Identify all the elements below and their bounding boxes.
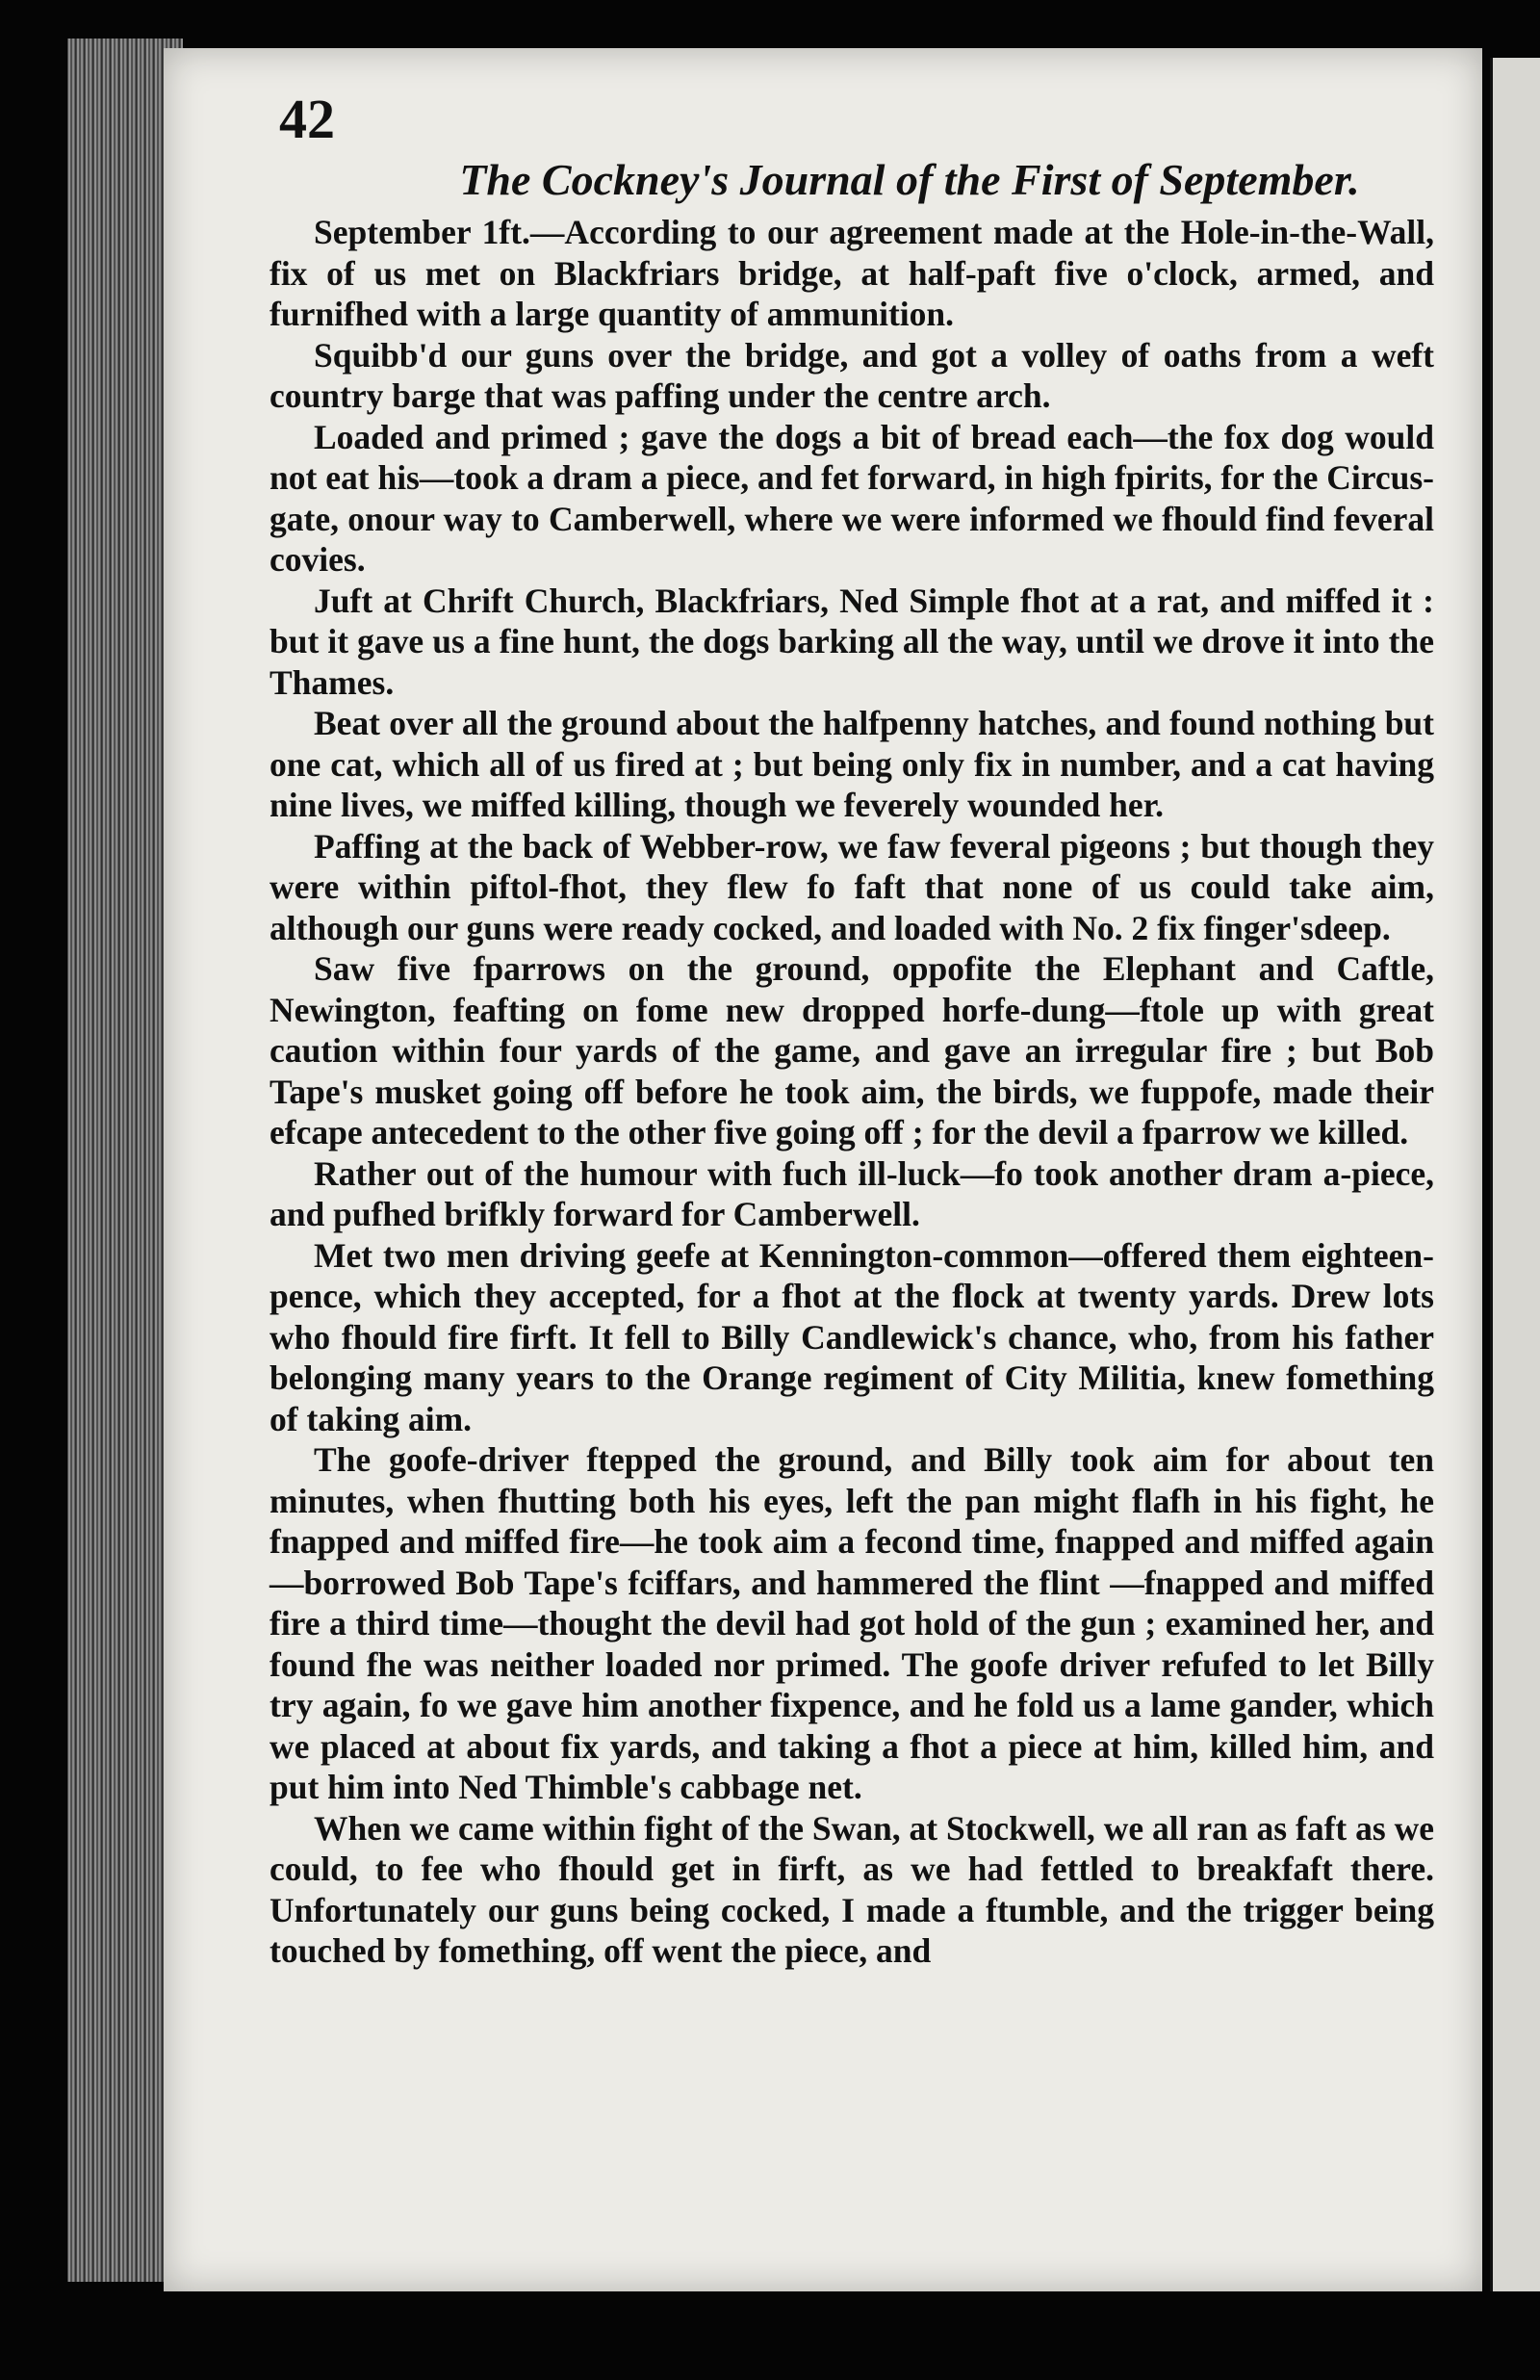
paragraph: Loaded and primed ; gave the dogs a bit of bread each—the fox dog would not eat his—took a dram a piece, and fet forward, in high fpirits, for the Circus-gate, onour way to Camberwell, where we were informed we fhould find feveral covies. bbox=[270, 417, 1434, 579]
facing-page-edge bbox=[1490, 58, 1540, 2291]
paragraph: Squibb'd our guns over the bridge, and got a volley of oaths from a weft country barge that was paffing under the centre arch. bbox=[270, 335, 1434, 415]
paragraph: When we came within fight of the Swan, at Stockwell, we all ran as faft as we could, to fee who fhould get in firft, as we had fettled to breakfaft there. Unfortunately our guns being cocked, I made a ftumble, and the trigger being touched by fomething, off went the piece, and bbox=[270, 1808, 1434, 1970]
paragraph: Met two men driving geefe at Kennington-common—offered them eighteen-pence, which they accepted, for a fhot at the flock at twenty yards. Drew lots who fhould fire firft. It fell to Billy Candlewick's chance, who, from his father belonging many years to the Orange regiment of City Militia, knew fomething of taking aim. bbox=[270, 1235, 1434, 1438]
paragraph: September 1ft.—According to our agreement made at the Hole-in-the-Wall, fix of us met on Blackfriars bridge, at half-paft five o'clock, armed, and furnifhed with a large quantity of ammunition. bbox=[270, 213, 1434, 333]
book-page bbox=[164, 48, 1482, 2291]
page-title: The Cockney's Journal of the First of September. bbox=[459, 155, 1360, 204]
paragraph: Paffing at the back of Webber-row, we faw feveral pigeons ; but though they were within piftol-fhot, they flew fo faft that none of us could take aim, although our guns were ready cocked, and loaded with No. 2 fix finger'sdeep. bbox=[270, 826, 1434, 947]
paragraph: Rather out of the humour with fuch ill-luck—fo took another dram a-piece, and pufhed brifkly forward for Camberwell. bbox=[270, 1153, 1434, 1233]
paragraph: The goofe-driver ftepped the ground, and Billy took aim for about ten minutes, when fhutting both his eyes, left the pan might flafh in his fight, he fnapped and miffed fire—he took aim a fecond time, fnapped and miffed again—borrowed Bob Tape's fciffars, and hammered the flint —fnapped and miffed fire a third time—thought the devil had got hold of the gun ; examined her, and found fhe was neither loaded nor primed. The goofe driver refufed to let Billy try again, fo we gave him another fixpence, and he fold us a lame gander, which we placed at about fix yards, and taking a fhot a piece at him, killed him, and put him into Ned Thimble's cabbage net. bbox=[270, 1440, 1434, 1806]
paragraph: Saw five fparrows on the ground, oppofite the Elephant and Caftle, Newington, feafting on fome new dropped horfe-dung—ftole up with great caution within four yards of the game, and gave an irregular fire ; but Bob Tape's musket going off before he took aim, the birds, we fuppofe, made their efcape antecedent to the other five going off ; for the devil a fparrow we killed. bbox=[270, 949, 1434, 1151]
paragraph: Beat over all the ground about the halfpenny hatches, and found nothing but one cat, which all of us fired at ; but being only fix in number, and a cat having nine lives, we miffed killing, though we feverely wounded her. bbox=[270, 704, 1434, 824]
paragraph: Juft at Chrift Church, Blackfriars, Ned Simple fhot at a rat, and miffed it : but it gave us a fine hunt, the dogs barking all the way, until we drove it into the Thames. bbox=[270, 581, 1434, 702]
page-number: 42 bbox=[279, 88, 335, 150]
journal-text bbox=[270, 212, 1434, 1972]
